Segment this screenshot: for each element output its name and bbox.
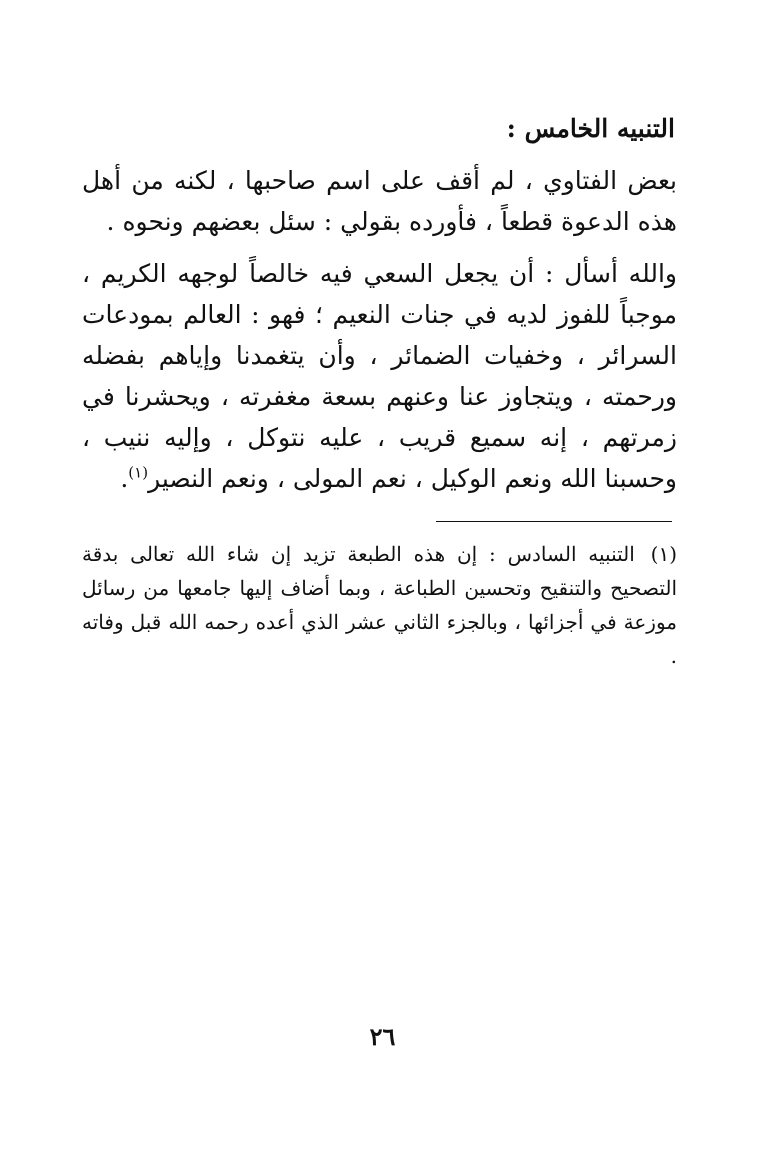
page-number: ٢٦ [369, 1022, 396, 1051]
footnote-text: التنبيه السادس : إن هذه الطبعة تزيد إن شاء الله تعالى بدقة التصحيح والتنقيح وتحسين الطباعة ، وبما أضاف إليها جامعها من رسائل موزعة في أجزائها ، وبالجزء الثاني عشر الذي أعده رحمه الله قبل وفاته . [82, 542, 677, 668]
paragraph-intro-text: بعض الفتاوي ، لم أقف على اسم صاحبها ، لكنه من أهل هذه الدعوة قطعاً ، فأورده بقولي : سئل بعضهم ونحوه . [82, 166, 677, 236]
footnote [82, 537, 677, 673]
paragraph-supplication-text: والله أسأل : أن يجعل السعي فيه خالصاً لوجهه الكريم ، موجباً للفوز لديه في جنات النعيم ؛ فهو : العالم بمودعات السرائر ، وخفيات الضمائر ، وأن يتغمدنا وإياهم بفضله ورحمته ، ويتجاوز عنا وعنهم بسعة مغفرته ، ويحشرنا في زمرتهم ، إنه سميع قريب ، عليه نتوكل ، وإليه ننيب ، وحسبنا الله ونعم الوكيل ، نعم المولى ، ونعم النصير [82, 259, 677, 493]
footnote-divider [436, 521, 672, 522]
paragraph-intro [82, 160, 677, 242]
paragraph-supplication-end: . [120, 464, 129, 493]
footnote-number: (١) [650, 542, 678, 566]
section-heading: التنبيه الخامس : [506, 114, 675, 143]
footnote-reference[interactable]: (١) [128, 463, 149, 482]
paragraph-supplication [82, 253, 677, 499]
